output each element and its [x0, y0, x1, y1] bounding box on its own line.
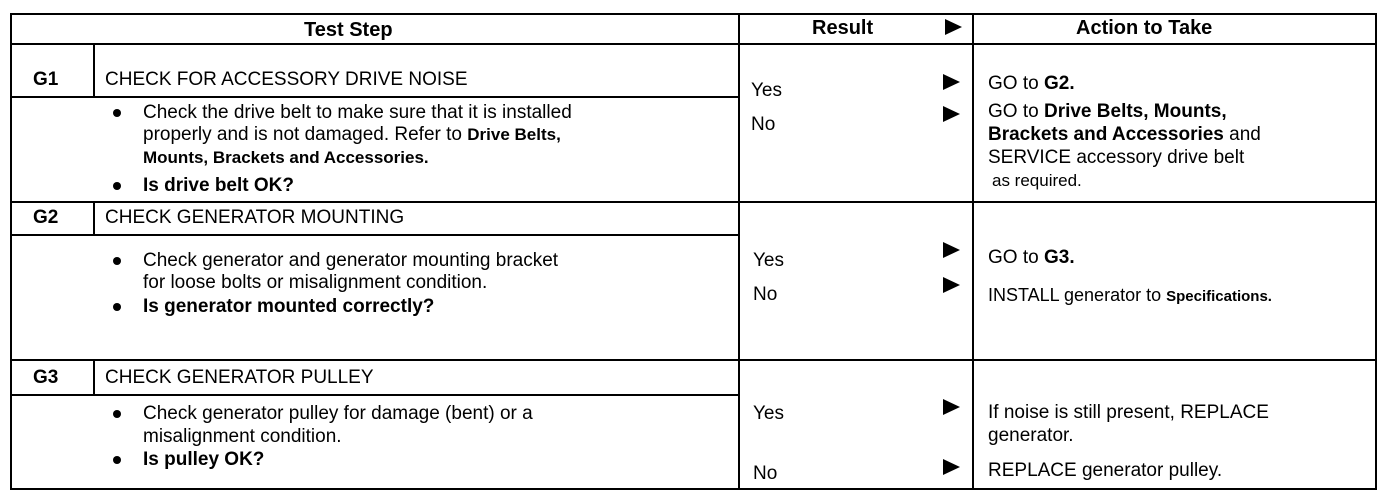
g3-bullet1-line2: misalignment condition. [143, 426, 342, 447]
g1-result-yes: Yes [751, 80, 782, 101]
g1-action-no-line1: GO to Drive Belts, Mounts, [988, 101, 1227, 122]
g1-result-no: No [751, 114, 776, 135]
row-g1-bottom-border [10, 201, 1377, 203]
row-g3-code: G3 [33, 367, 59, 388]
table-top-border [10, 13, 1377, 15]
g3-bullet1-line1: Check generator pulley for damage (bent) or a [143, 403, 533, 424]
bullet-icon [113, 456, 121, 464]
g2-no-arrow-icon [943, 277, 960, 293]
g1-yes-arrow-icon [943, 74, 960, 90]
bullet-icon [113, 257, 121, 265]
header-result: Result [812, 17, 874, 39]
bullet-icon [113, 182, 121, 190]
g1-action-no-line3: SERVICE accessory drive belt [988, 147, 1245, 168]
header-action: Action to Take [1076, 17, 1213, 39]
g2-bullet1-line1: Check generator and generator mounting bracket [143, 250, 559, 271]
row-g2-code: G2 [33, 207, 59, 228]
g1-title-bottom [10, 96, 740, 98]
g1-bullet1-line1: Check the drive belt to make sure that it is installed [143, 102, 572, 123]
header-arrow-icon [945, 19, 962, 35]
g2-result-no: No [753, 284, 778, 305]
g1-bullet1-line2: properly and is not damaged. Refer to Drive Belts, [143, 124, 561, 145]
header-bottom-border [10, 43, 1377, 45]
g2-result-yes: Yes [753, 250, 784, 271]
g3-no-arrow-icon [943, 459, 960, 475]
g1-action-no-line4: as required. [992, 171, 1082, 190]
g2-yes-arrow-icon [943, 242, 960, 258]
g2-code-divider [93, 203, 95, 235]
g2-title-bottom [10, 234, 740, 236]
g2-action-no: INSTALL generator to Specifications. [988, 285, 1272, 305]
g3-yes-arrow-icon [943, 399, 960, 415]
g3-code-divider [93, 361, 95, 395]
g1-bullet2: Is drive belt OK? [143, 175, 294, 196]
g1-bullet1-line3: Mounts, Brackets and Accessories. [143, 148, 429, 167]
row-g1-title: CHECK FOR ACCESSORY DRIVE NOISE [105, 69, 468, 90]
g3-bullet2: Is pulley OK? [143, 449, 265, 470]
action-left-border [972, 13, 974, 490]
row-g3-title: CHECK GENERATOR PULLEY [105, 367, 374, 388]
g3-title-bottom [10, 394, 740, 396]
row-g2-title: CHECK GENERATOR MOUNTING [105, 207, 405, 228]
bullet-icon [113, 410, 121, 418]
table-bottom-border [10, 488, 1377, 490]
g2-bullet2: Is generator mounted correctly? [143, 296, 435, 317]
result-left-border [738, 13, 740, 490]
g1-action-no-line2: Brackets and Accessories and [988, 124, 1261, 145]
g1-code-divider [93, 45, 95, 97]
table-left-border [10, 13, 12, 490]
g1-no-arrow-icon [943, 106, 960, 122]
g2-action-yes: GO to G3. [988, 247, 1075, 268]
g3-result-no: No [753, 463, 778, 484]
g3-action-no: REPLACE generator pulley. [988, 460, 1223, 481]
header-test-step: Test Step [304, 19, 393, 41]
g3-action-yes-line1: If noise is still present, REPLACE [988, 402, 1269, 423]
row-g2-bottom-border [10, 359, 1377, 361]
row-g1-code: G1 [33, 69, 59, 90]
bullet-icon [113, 109, 121, 117]
g1-action-yes: GO to G2. [988, 73, 1075, 94]
g3-result-yes: Yes [753, 403, 784, 424]
g2-bullet1-line2: for loose bolts or misalignment condition. [143, 272, 488, 293]
table-right-border [1375, 13, 1377, 490]
g3-action-yes-line2: generator. [988, 425, 1074, 446]
bullet-icon [113, 303, 121, 311]
